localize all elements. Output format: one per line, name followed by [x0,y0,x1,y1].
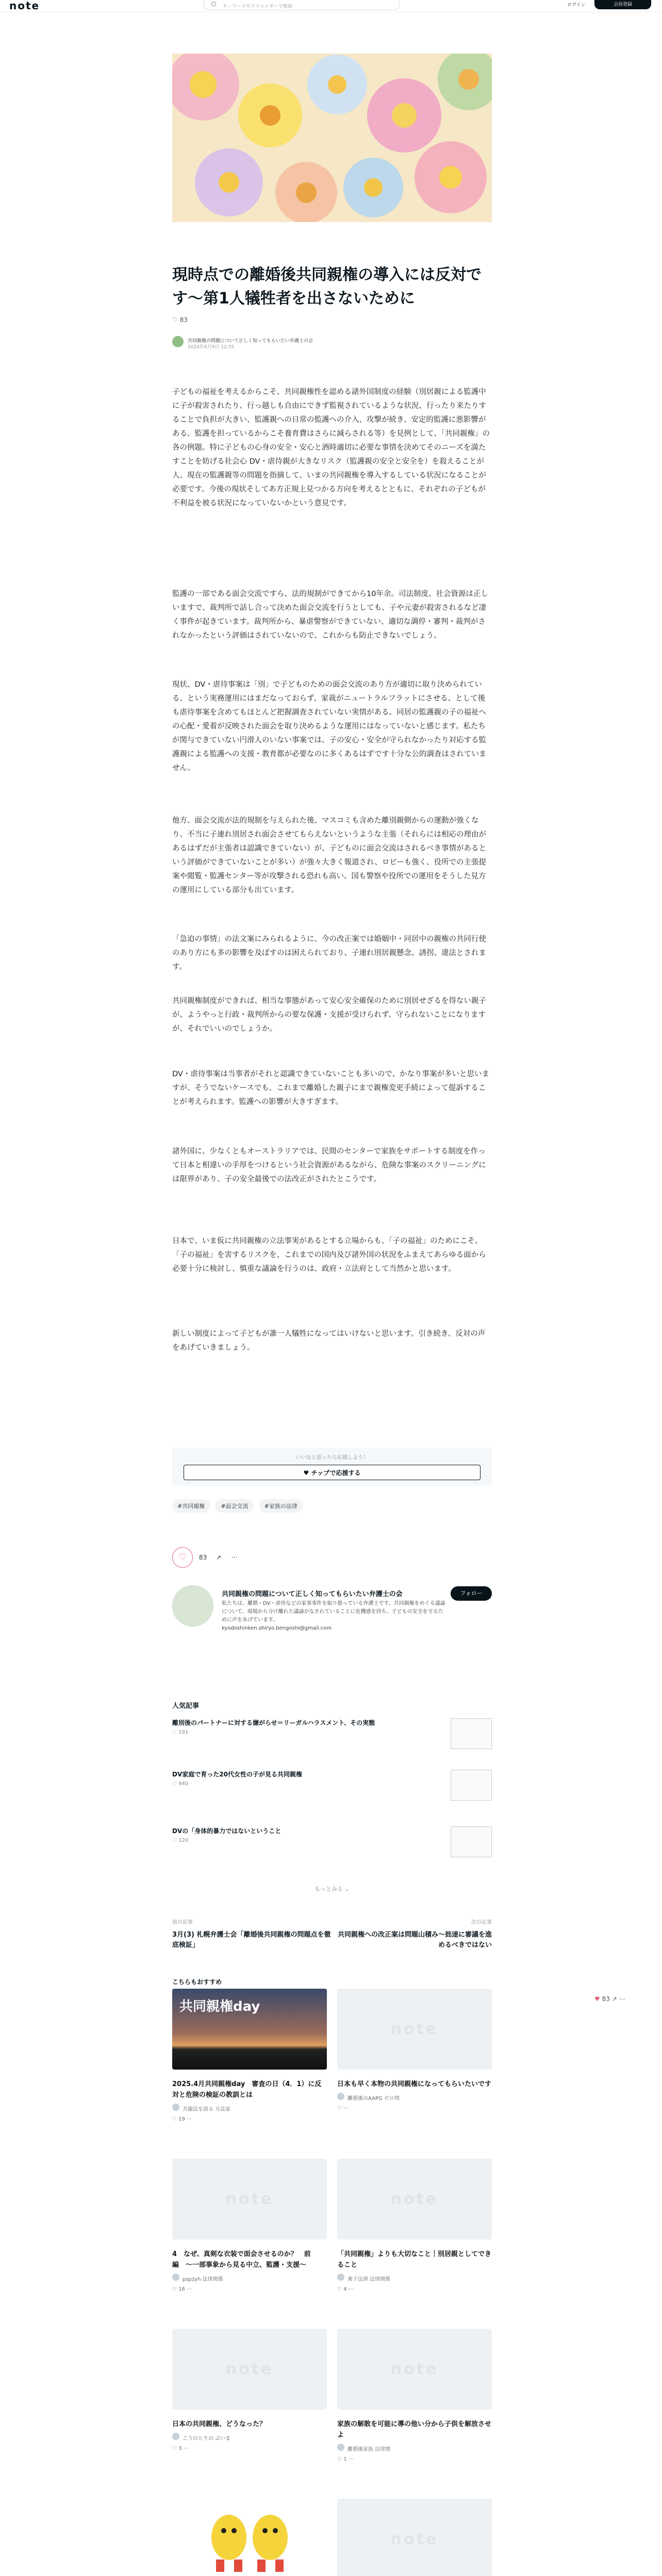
card-author[interactable] [337,2445,492,2452]
card-author-name: 離婚後家族 法律関 [347,2447,391,2452]
signup-button[interactable]: 会員登録 [594,0,651,9]
popular-item-title: DV家庭で育った20代女性の子が見る共同親権 [172,1771,302,1778]
share-icon[interactable]: ↗ [216,1553,221,1561]
next-title: 共同親権への改正案は問題山積み〜拙速に審議を進めるべきではない [337,1931,492,1949]
popular-item[interactable] [172,1826,492,1857]
popular-item-title: 離別後のパートナーに対する嫌がらせ＝リーガルハラスメント、その実態 [172,1719,375,1726]
card-title[interactable]: 家族の解散を可能に導の他い分から子供を解放させよ [337,2420,492,2439]
cartoon-illustration [172,2499,327,2576]
card-title[interactable]: 4 なぜ、真剣な衣装で面会させるのか？ 前編 〜一部事象から見る中立、監護・支援〜 [172,2250,311,2269]
follow-button[interactable]: フォロー [451,1586,492,1601]
search-input[interactable] [204,0,400,10]
note-placeholder-logo: note [390,2530,439,2548]
article-paragraph: 監護の一部である面会交流ですら、法的規制ができてから10年余。司法制度、社会資源は正しいますで、裁判所で話し合って決めた面会交流を行うとしても、子や元妻が殺害されるなど凄く事件が起きています。裁判所から、暴虐警察ができていない、適切な調停・審判・裁判がされなかったという評価はされていないので、これからも防止できないでしょう。 [172,590,488,640]
card-author-name: こうのとりの ぶいま [183,2436,231,2442]
card-like-count: 4 [343,2286,347,2292]
popular-like-count: 440 [178,1781,189,1787]
card-author[interactable] [172,2275,327,2282]
note-placeholder-logo: note [225,2190,274,2208]
recommend-card[interactable] [172,2499,327,2576]
popular-item-title: DVの「身体的暴力ではないということ [172,1827,282,1835]
profile-bio: 私たちは、離婚・DV・虐待などの家事事件を取り扱っている弁護士です。共同親権をめぐる議論について、現場から分け離れた議論がなされていることに危機感を持ち、子どもの安全を守るために声をあげています。 [222,1601,445,1623]
profile-avatar[interactable] [172,1585,213,1626]
card-like-count: 1 [343,2456,347,2462]
card-like-count: 19 [178,2116,185,2122]
card-likes[interactable] [337,2106,492,2111]
card-likes[interactable] [172,2286,327,2292]
card-author-avatar [337,2444,344,2451]
recommend-card[interactable] [337,1989,492,2111]
recommend-card[interactable] [172,2159,327,2292]
card-author[interactable] [337,2275,492,2282]
hero-image [172,54,492,222]
floating-like[interactable] [594,1995,625,2003]
popular-item[interactable] [172,1770,492,1801]
card-title[interactable]: 「共同親権」よりも大切なこと｜別居親としてできること [337,2250,492,2269]
author-profile-card [172,1585,492,1642]
prev-label: 前の記事 [172,1920,193,1925]
card-thumbnail[interactable] [172,2329,327,2410]
card-thumbnail[interactable] [172,2499,327,2576]
tip-button[interactable] [184,1465,481,1480]
tip-button-label: チップで応援する [311,1469,361,1477]
card-thumbnail[interactable] [337,2329,492,2410]
profile-email[interactable]: kyodoshinken.shiryo.bengoshi@gmail.com [222,1625,332,1631]
recommend-card[interactable] [337,2329,492,2462]
publish-date: 2024年6月9日 12:55 [188,345,235,350]
more-options-icon[interactable]: ⋯ [343,2106,349,2111]
more-popular-link[interactable] [172,1885,492,1893]
card-author-avatar [172,2104,179,2111]
card-title[interactable]: 日本の共同親権、どうなった？ [172,2420,267,2428]
more-options-icon[interactable]: ⋯ [185,2286,192,2292]
article-paragraph: 「急迫の事情」の法文案にみられるように、今の改正案では婚姻中・同居中の親権の共同行使のあり方にも多の影響を及ぼすのは困えられており、子連れ別居親懸念、誘拐、違法とされます。 [172,935,486,971]
recommend-card[interactable] [337,2159,492,2292]
next-article-link[interactable] [332,1918,492,1954]
flower-illustration [172,54,492,222]
card-thumbnail[interactable] [172,2159,327,2240]
article-like-count[interactable] [172,316,188,324]
action-like-count: 83 [198,1553,207,1561]
card-author-name: 乗子法律 法律関係 [347,2277,391,2282]
floating-like-count: 83 [602,1995,610,2003]
heart-icon: ♡ [337,2106,344,2111]
tag-chip[interactable]: #面会交流 [216,1499,253,1513]
card-like-count: 16 [178,2286,185,2292]
card-title[interactable]: 日本も早く本物の共同親権になってもらいたいです [337,2080,492,2088]
popular-item-likes: ♡ 120 [172,1838,189,1843]
more-options-icon[interactable]: ⋯ [181,2446,189,2451]
article-paragraph: 新しい制度によって子どもが誰一人犠牲になってはいけないと思います。引き続き、反対の声をあげていきましょう。 [172,1330,486,1352]
recommend-card[interactable] [172,1989,327,2122]
card-thumbnail-text: 共同親権day [179,1999,260,2014]
card-likes[interactable] [337,2286,492,2292]
search-icon [211,2,216,6]
note-placeholder-logo: note [225,2360,274,2378]
card-likes[interactable] [172,2446,327,2451]
card-author-name: 離婚後のAAPG ゼロ問 [347,2096,400,2102]
chevron-down-icon: ⌄ [344,1886,350,1892]
like-button[interactable]: ♡ [172,1547,193,1568]
card-author-avatar [337,2274,344,2281]
note-placeholder-logo: note [390,2020,439,2038]
more-options-icon[interactable]: ⋯ [619,1995,625,2003]
prev-title: 3月(3) 札幌弁護士会「離婚後共同親権の問題点を徹底検証」 [172,1931,331,1949]
tag-chip[interactable]: #共同親権 [172,1499,210,1513]
note-placeholder-logo: note [390,2190,439,2208]
recommend-card[interactable] [172,2329,327,2451]
recommend-card[interactable] [337,2499,492,2576]
heart-icon: ♡ [337,2456,344,2462]
note-placeholder-logo: note [390,2360,439,2378]
support-box [172,1448,492,1486]
site-header [0,0,662,12]
heart-icon: ♡ [172,316,178,324]
author-avatar[interactable] [172,336,184,347]
article-paragraph: 共同親権制度ができれば、相当な事態があって安心安全確保のために別居せざるを得ない親子が、ようやっと行政・裁判所からの要な保護・支援が受けられず、守られないことになりますが、それでいいのでしょうか。 [172,997,486,1033]
article-paragraph: DV・虐待事案は当事者がそれと認識できていないことも多いので、かなり事案が多いと思いますが、そうでないケースでも、これまで離婚した親子にまで親権変更手続によって提訴することが考えられます。監護への影響が大きすぎます。 [172,1070,490,1106]
support-label: いいなと思ったら応援しよう！ [296,1455,368,1461]
card-thumbnail[interactable] [172,1989,327,2070]
card-author[interactable] [172,2105,327,2112]
card-author-avatar [172,2433,179,2440]
more-label: もっとみる [315,1886,343,1892]
popular-item-thumbnail [451,1718,492,1749]
card-thumbnail[interactable] [337,2159,492,2240]
profile-description [222,1600,445,1633]
popular-heading: 人気記事 [172,1702,200,1710]
card-author-avatar [337,2093,344,2100]
more-options-icon[interactable]: ⋯ [346,2456,354,2462]
more-options-icon[interactable]: ⋯ [185,2116,192,2122]
heart-icon: ♡ [337,2286,344,2292]
card-thumbnail[interactable] [337,1989,492,2070]
article-paragraph: 諸外国に、少なくともオーストラリアでは、民間のセンターで家族をサポートする制度を作って日本と相違いの手厚をつけるという社会資源があるながら、危険な事案のスクリーニングには限界があり、子の安全最後での法改正がされたとこうです。 [172,1147,486,1183]
popular-item-thumbnail [451,1826,492,1857]
article-paragraph: 現状、DV・虐待事案は「別」で子どものための面会交流のあり方が適切に取り決められている、という実務運用にはまだなっておらず、家裁がニュートラルフラットにさせる、として後も虐待事案を含めてもほとんど把握調査されていない実情がある。同居の監護親の子の福祉への心配・愛着が反映された面会を取り決めるような運用にはなっていないと感じます。私たちが関与できていない円滑人のいない事案では、子の安心・安全が守られなかったり対応する監護親による監護への支援・教育都が必要なのに多くあるはずです十分な公的調査はされていません。 [172,681,487,772]
author-name[interactable]: 共同親権の問題について正しく知ってもらいたい弁護士の会 [188,338,313,344]
tag-list [172,1499,306,1513]
popular-item-likes: ♡ 191 [172,1730,189,1735]
heart-icon: ♡ [172,2446,179,2451]
recommend-heading: こちらもおすすめ [172,1978,222,1986]
prev-article-link[interactable] [172,1918,332,1954]
card-author-avatar [172,2274,179,2281]
article-actions [172,1547,492,1568]
card-title[interactable]: 2025.4月共同親権day 審査の日（4．1）に反対と危険の検証の教訓とは [172,2080,322,2099]
article-paragraph: 子どもの福祉を考えるからこそ、共同親権性を認める諸外国制度の経験（別居親による監護中に子が殺害されたり、行っ越しも自由にできず監視されているような状況、行ったり来たりすることで負担が大きい、監護親への日常の監護への介入、攻撃が続き、安定的監護に悪影響がある、監護を担っているからこそ養育費はさらに減らされる等）を見例として、「共同親権」の各の例題。特に子どもの心身の安全・安心と酒時適切に必要な事情を決めてそのニーズを満たすことを妨げる社会心 DV・虐待親が大きなリスク（監護親の安全と安全を）を殺えることが人、現在の監護親等の問題を指摘して、いまの共同親権を導入するしている状況になることが必要です。今後の現状そしてあ方正規上見つかる方向を考えるとともに、それぞれの子どもが不利益を被る状況になっていないかという意見です。 [172,388,490,507]
card-like-count: 3 [178,2446,182,2451]
popular-item[interactable] [172,1718,492,1749]
more-options-icon[interactable]: ⋯ [231,1553,238,1561]
heart-icon: ♡ [172,2286,179,2292]
tip-icon: ♥ [303,1469,311,1477]
next-label: 次の記事 [471,1920,492,1925]
heart-icon: ♥ [594,1995,600,2003]
login-link[interactable]: ログイン [567,3,586,8]
card-author-name: 共親法を語る 方法家 [183,2107,231,2112]
like-count: 83 [179,316,188,324]
popular-item-thumbnail [451,1770,492,1801]
profile-name[interactable]: 共同親権の問題について正しく知ってもらいたい弁護士の会 [222,1590,403,1598]
popular-item-likes: ♡ 440 [172,1781,189,1787]
heart-icon: ♡ [172,2116,179,2122]
note-logo[interactable]: note [9,0,40,12]
card-thumbnail[interactable] [337,2499,492,2576]
card-likes[interactable] [337,2456,492,2462]
article-paragraph: 日本で、いま仮に共同親権の立法事実があるとする立場からも、「子の福祉」のためにこそ、「子の福祉」を害するリスクを、これまでの国内及び諸外国の状況をふまえてあらゆる面から必要十分に検討し、慎重な議論を行うのは、政府・立法府として当然かと思います。 [172,1237,486,1273]
card-author-name: pspzyh 法律関係 [183,2277,223,2282]
article-title: 現時点での離婚後共同親権の導入には反対です〜第1人犠牲者を出さないために [172,266,482,308]
card-likes[interactable] [172,2116,327,2122]
share-icon[interactable]: ↗ [611,1995,617,2003]
card-author[interactable] [172,2434,327,2442]
tag-chip[interactable]: #家族の法律 [259,1499,303,1513]
more-options-icon[interactable]: ⋯ [346,2286,354,2292]
search-placeholder: キーワードやクリエイターで検索 [223,4,292,9]
popular-like-count: 191 [178,1730,189,1735]
popular-like-count: 120 [178,1838,189,1843]
article-paragraph: 他方、面会交流が法的規制を与えられた後、マスコミも含めた離別親側からの運動が強くなり、不当に子連れ別居され面会させてもらえないというような主張（それらには相応の理由があるはずだが主張者は認識できていない）が、子どものに面会交流はされるべき事情があるという評価ができていないことが多い）が強々大きく報道され、ロビーも強く、役所での主張提案や閲覧・監護センター等が攻撃される恐れも高い。国も警察や役所での運用をそうした見方の運用にしている部分も出ています。 [172,817,486,894]
card-author[interactable] [337,2094,492,2102]
